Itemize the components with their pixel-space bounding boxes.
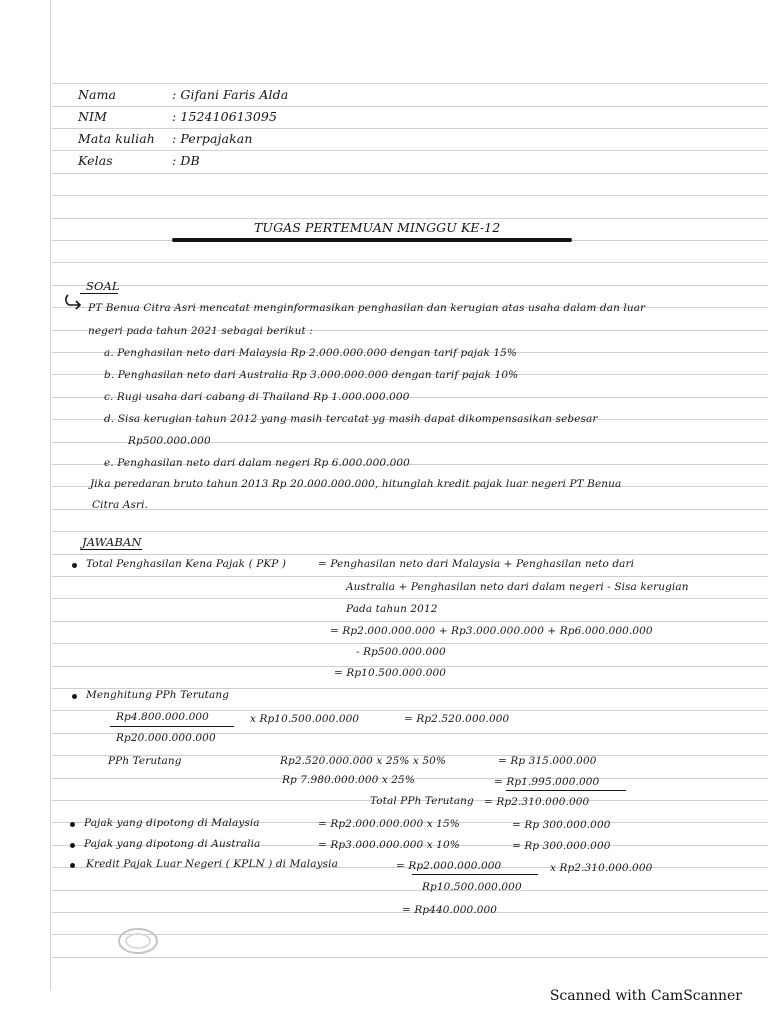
ruled-line <box>52 218 768 219</box>
ruled-line <box>52 576 768 577</box>
ruled-line <box>52 890 768 891</box>
pkp-eq-line-2: Australia + Penghasilan neto dari dalam negeri - Sisa kerugian <box>346 581 689 593</box>
bullet-kpln <box>70 863 75 868</box>
pph-times: x Rp10.500.000.000 <box>250 713 360 725</box>
ruled-line <box>52 173 768 174</box>
soal-item-b: b. Penghasilan neto dari Australia Rp 3.000.000.000 dengan tarif pajak 10% <box>104 369 519 381</box>
ruled-line <box>52 195 768 196</box>
kpln-result: = Rp440.000.000 <box>402 904 498 916</box>
total-pph-label: Total PPh Terutang <box>370 795 474 807</box>
soal-item-d-line-2: Rp500.000.000 <box>128 435 211 447</box>
scanner-watermark: Scanned with CamScanner <box>549 988 742 1004</box>
kpln-label: Kredit Pajak Luar Negeri ( KPLN ) di Malaysia <box>86 858 338 870</box>
pph-terutang-label: PPh Terutang <box>108 755 182 767</box>
pph-line-1: Rp2.520.000.000 x 25% x 50% <box>280 755 447 767</box>
pph-sum-line <box>506 790 626 791</box>
kpln-numerator: = Rp2.000.000.000 <box>396 860 502 872</box>
soal-item-e: e. Penghasilan neto dari dalam negeri Rp 6.000.000.000 <box>104 457 410 469</box>
title-underline <box>172 238 572 242</box>
bullet-australia-tax <box>70 843 75 848</box>
ruled-line <box>52 83 768 84</box>
pkp-eq-line-5: - Rp500.000.000 <box>356 646 446 658</box>
nim-value: : 152410613095 <box>172 109 278 124</box>
ruled-line <box>52 106 768 107</box>
kpln-denominator: Rp10.500.000.000 <box>422 881 522 893</box>
soal-item-c: c. Rugi usaha dari cabang di Thailand Rp 1.000.000.000 <box>104 391 410 403</box>
ruled-line <box>52 643 768 644</box>
ruled-line <box>52 621 768 622</box>
soal-question-line-1: Jika peredaran bruto tahun 2013 Rp 20.000.000.000, hitunglah kredit pajak luar negeri PT Benua <box>90 478 622 490</box>
course-label: Mata kuliah <box>78 131 155 146</box>
ruled-line <box>52 531 768 532</box>
pph-fraction-bar <box>110 726 234 727</box>
name-label: Nama <box>78 87 117 102</box>
pph-line-1-result: = Rp 315.000.000 <box>498 755 597 767</box>
ruled-line <box>52 285 768 286</box>
malaysia-tax-calc: = Rp2.000.000.000 x 15% <box>318 818 460 830</box>
arrow-icon <box>64 293 86 311</box>
ruled-line <box>52 150 768 151</box>
jawaban-heading: JAWABAN <box>82 535 142 549</box>
ruled-line <box>52 957 768 958</box>
pph-heading: Menghitung PPh Terutang <box>86 689 230 701</box>
pkp-eq-line-4: = Rp2.000.000.000 + Rp3.000.000.000 + Rp6.000.000.000 <box>330 625 653 637</box>
bullet-pph <box>72 694 77 699</box>
australia-tax-calc: = Rp3.000.000.000 x 10% <box>318 839 460 851</box>
soal-item-a: a. Penghasilan neto dari Malaysia Rp 2.000.000.000 dengan tarif pajak 15% <box>104 347 517 359</box>
soal-intro-line-2: negeri pada tahun 2021 sebagai berikut : <box>88 325 313 337</box>
malaysia-tax-result: = Rp 300.000.000 <box>512 819 611 831</box>
soal-heading: SOAL <box>86 279 120 293</box>
kpln-fraction-bar <box>412 874 538 875</box>
soal-item-d-line-1: d. Sisa kerugian tahun 2012 yang masih tercatat yg masih dapat dikompensasikan sebesar <box>104 413 598 425</box>
kpln-times: x Rp2.310.000.000 <box>550 862 653 874</box>
soal-intro-line-1: PT Benua Citra Asri mencatat menginformasikan penghasilan dan kerugian atas usaha dalam dan luar <box>88 302 646 314</box>
class-label: Kelas <box>78 153 113 168</box>
name-value: : Gifani Faris Alda <box>172 87 289 102</box>
australia-tax-label: Pajak yang dipotong di Australia <box>84 838 261 850</box>
total-pph-value: = Rp2.310.000.000 <box>484 796 590 808</box>
pkp-eq-line-1: = Penghasilan neto dari Malaysia + Penghasilan neto dari <box>318 558 635 570</box>
jawaban-underline <box>80 549 142 550</box>
pkp-label: Total Penghasilan Kena Pajak ( PKP ) <box>86 558 287 570</box>
bullet-pkp <box>72 563 77 568</box>
page-edge <box>50 0 51 990</box>
malaysia-tax-label: Pajak yang dipotong di Malaysia <box>84 817 260 829</box>
pkp-result: = Rp10.500.000.000 <box>334 667 447 679</box>
ruled-line <box>52 262 768 263</box>
ruled-line <box>52 128 768 129</box>
australia-tax-result: = Rp 300.000.000 <box>512 840 611 852</box>
course-value: : Perpajakan <box>172 131 253 146</box>
pph-result-1: = Rp2.520.000.000 <box>404 713 510 725</box>
ruled-line <box>52 554 768 555</box>
nim-label: NIM <box>78 109 107 124</box>
ruled-line <box>52 598 768 599</box>
pph-line-2-result: = Rp1.995.000.000 <box>494 776 600 788</box>
bullet-malaysia-tax <box>70 822 75 827</box>
pkp-eq-line-3: Pada tahun 2012 <box>346 603 438 615</box>
pph-line-2: Rp 7.980.000.000 x 25% <box>282 774 415 786</box>
pph-denominator: Rp20.000.000.000 <box>116 732 216 744</box>
ruled-line <box>52 509 768 510</box>
soal-question-line-2: Citra Asri. <box>92 499 149 511</box>
pph-numerator: Rp4.800.000.000 <box>116 711 209 723</box>
assignment-title: TUGAS PERTEMUAN MINGGU KE-12 <box>254 220 501 235</box>
page-stamp-icon <box>116 926 160 956</box>
class-value: : DB <box>172 153 200 168</box>
